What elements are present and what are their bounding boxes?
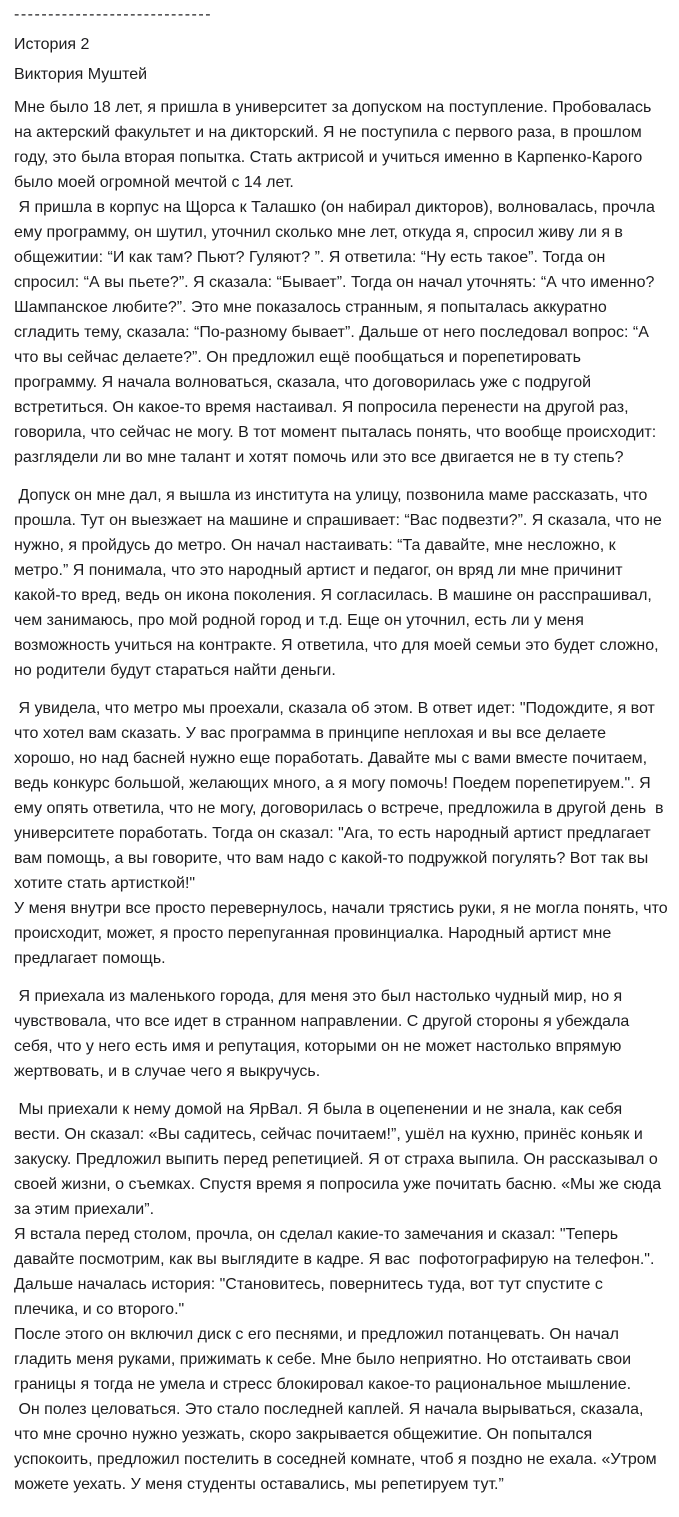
paragraph: После этого он включил диск с его песнями, и предложил потанцевать. Он начал гладить меня руками, прижимать к себе. Мне было неприятно. Но отстаивать свои границы я тогда не умела и стресс блокировал какое-то рациональное мышление.: [14, 1326, 636, 1393]
author-name: Виктория Муштей: [14, 66, 148, 83]
paragraph: Я пришла в корпус на Щорса к Талашко (он набирал дикторов), волновалась, прочла ему программу, он шутил, уточнил сколько мне лет, откуда я, спросил живу ли я в общежитии: “И как там? Пьют? Гуляют? ”. Я ответила: “Ну есть такое”. Тогда он спросил: “А вы пьете?”. Я сказала: “Бывает”. Тогда он начал уточнять: “А что именно? Шампанское любите?”. Это мне показалось странным, я попыталась аккуратно сгладить тему, сказала: “По-разному бывает”. Дальше от него последовал вопрос: “А что вы сейчас делаете?”. Он предложил ещё пообщаться и порепетировать программу. Я начала волноваться, сказала, что договорилась уже с подругой встретиться. Он какое-то время настаивал. Я попросила перенести на другой раз, говорила, что сейчас не могу. В тот момент пыталась понять, что вообще происходит: разглядели ли во мне талант и хотят помочь или это все двигается не в ту степь?: [14, 199, 661, 466]
paragraph: Мы приехали к нему домой на ЯрВал. Я была в оцепенении и не знала, как себя вести. Он сказал: «Вы садитесь, сейчас почитаем!”, ушёл на кухню, принёс коньяк и закуску. Предложил выпить перед репетицией. Я от страха выпила. Он рассказывал о своей жизни, о съемках. Спустя время я попросила уже почитать басню. «Мы же сюда за этим приехали”.: [14, 1101, 666, 1218]
paragraph: Мне было 18 лет, я пришла в университет за допуском на поступление. Пробовалась на актерский факультет и на дикторский. Я не поступила с первого раза, в прошлом году, это была вторая попытка. Стать актрисой и учиться именно в Карпенко-Карого было моей огромной мечтой с 14 лет.: [14, 99, 656, 191]
paragraph: Допуск он мне дал, я вышла из института на улицу, позвонила маме рассказать, что прошла. Тут он выезжает на машине и спрашивает: “Вас подвезти?”. Я сказала, что не нужно, я пройдусь до метро. Он начал настаивать: “Та давайте, мне несложно, к метро.” Я понимала, что это народный артист и педагог, он вряд ли мне причинит какой-то вред, ведь он икона поколения. Я согласилась. В машине он расспрашивал, чем занимаюсь, про мой родной город и т.д. Еще он уточнил, есть ли у меня возможность учиться на контракте. Я ответила, что для моей семьи это будет сложно, но родители будут стараться найти деньги.: [14, 487, 667, 679]
story-title: История 2: [14, 36, 90, 53]
paragraph: Он полез целоваться. Это стало последней каплей. Я начала вырываться, сказала, что мне срочно нужно уезжать, скоро закрывается общежитие. Он попытался успокоить, предложил постелить в соседней комнате, чтоб я поздно не ехала. «Утром можете уехать. У меня студенты оставались, мы репетируем тут.”: [14, 1401, 662, 1493]
separator-line: -----------------------------: [14, 6, 213, 23]
paragraph: Я приехала из маленького города, для меня это был настолько чудный мир, но я чувствовала, что все идет в странном направлении. С другой стороны я убеждала себя, что у него есть имя и репутация, которыми он не может настолько впрямую жертвовать, и в случае чего я выкручусь.: [14, 988, 634, 1080]
paragraph: Я увидела, что метро мы проехали, сказала об этом. В ответ идет: "Подождите, я вот что хотел вам сказать. У вас программа в принципе неплохая и вы все делаете хорошо, но над басней нужно еще поработать. Давайте мы с вами вместе почитаем, ведь конкурс большой, желающих много, а я могу помочь! Поедем порепетируем.". Я ему опять ответила, что не могу, договорилась о встрече, предложила в другой день в университете поработать. Тогда он сказал: "Ага, то есть народный артист предлагает вам помощь, а вы говорите, что вам надо с какой-то подружкой погулять? Вот так вы хотите стать артисткой!": [14, 700, 668, 892]
paragraph: У меня внутри все просто перевернулось, начали трястись руки, я не могла понять, что происходит, может, я просто перепуганная провинциалка. Народный артист мне предлагает помощь.: [14, 900, 673, 967]
paragraph: Я встала перед столом, прочла, он сделал какие-то замечания и сказал: "Теперь давайте посмотрим, как вы выглядите в кадре. Я вас пофотографирую на телефон.". Дальше началась история: "Становитесь, повернитесь туда, вот тут спустите с плечика, и со второго.": [14, 1226, 659, 1318]
